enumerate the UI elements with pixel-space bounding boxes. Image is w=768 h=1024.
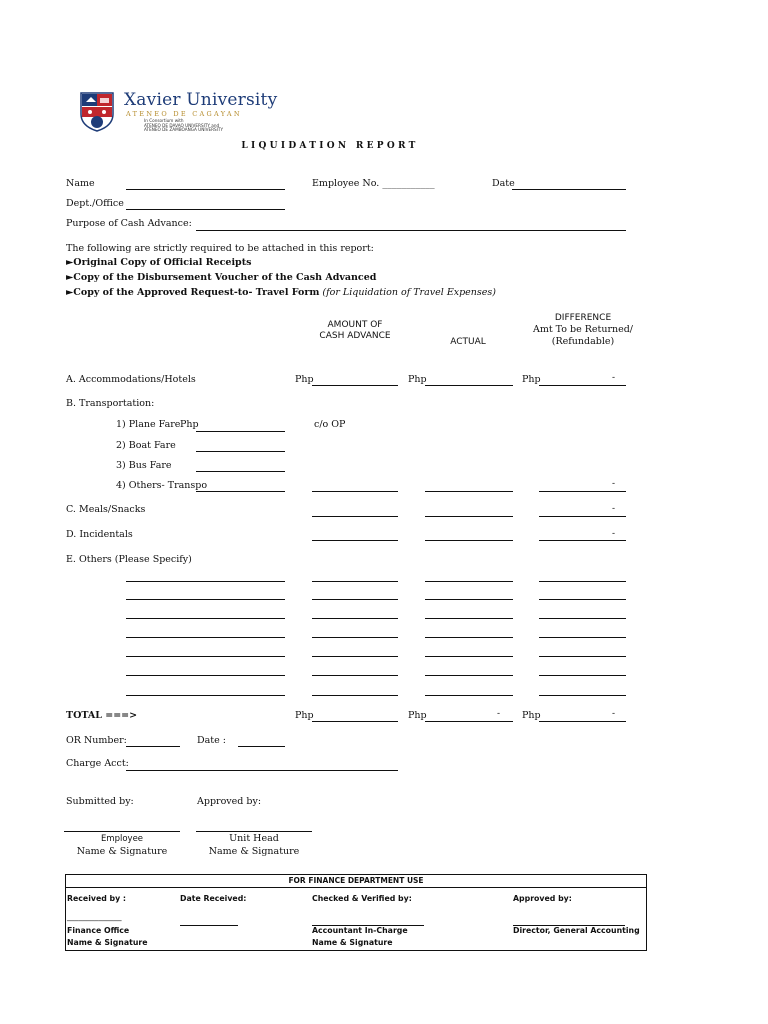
- amount-field[interactable]: [312, 491, 398, 492]
- total-amount-field[interactable]: [312, 721, 398, 722]
- column-header-actual: ACTUAL: [450, 337, 486, 347]
- bus-fare-label: 3) Bus Fare: [116, 460, 172, 471]
- actual-field[interactable]: [425, 675, 513, 676]
- currency-label: Php: [522, 710, 541, 721]
- dept-field[interactable]: [126, 209, 285, 210]
- dash-value: -: [612, 373, 616, 383]
- or-number-label: OR Number:: [66, 735, 127, 746]
- plane-fare-field[interactable]: [196, 431, 285, 432]
- name-label: Name: [66, 178, 95, 189]
- currency-label: Php: [295, 710, 314, 721]
- difference-field[interactable]: [539, 599, 626, 600]
- actual-field[interactable]: [425, 695, 513, 696]
- actual-field[interactable]: [425, 581, 513, 582]
- charge-acct-field[interactable]: [126, 770, 398, 771]
- finance-header: FOR FINANCE DEPARTMENT USE: [66, 875, 646, 888]
- specify-field[interactable]: [126, 581, 285, 582]
- finance-name-sig-label: Name & Signature: [67, 938, 148, 947]
- specify-field[interactable]: [126, 599, 285, 600]
- checked-verified-label: Checked & Verified by:: [312, 894, 412, 903]
- section-b-label: B. Transportation:: [66, 398, 155, 409]
- name-field[interactable]: [126, 189, 285, 190]
- difference-field[interactable]: [539, 637, 626, 638]
- approved-by-label: Approved by:: [197, 796, 262, 807]
- actual-field[interactable]: [425, 516, 513, 517]
- specify-field[interactable]: [126, 637, 285, 638]
- purpose-field[interactable]: [196, 230, 626, 231]
- actual-field[interactable]: [425, 656, 513, 657]
- amount-field[interactable]: [312, 581, 398, 582]
- accountant-label: Accountant In-Charge: [312, 926, 408, 935]
- dept-label: Dept./Office: [66, 198, 124, 209]
- amount-field[interactable]: [312, 599, 398, 600]
- column-header-difference: DIFFERENCE Amt To be Returned/ (Refundable): [532, 313, 634, 347]
- difference-field[interactable]: [539, 581, 626, 582]
- amount-field[interactable]: [312, 618, 398, 619]
- currency-label: Php: [295, 374, 314, 385]
- bus-fare-field[interactable]: [196, 471, 285, 472]
- actual-field[interactable]: [425, 637, 513, 638]
- employee-signature-line[interactable]: [64, 831, 180, 832]
- unit-head-signature-caption: Unit Head Name & Signature: [208, 833, 300, 857]
- logo-consortium: In Consortium with ATENEO DE DAVAO UNIVERSITY and ATENEO DE ZAMBOANGA UNIVERSITY: [144, 118, 224, 133]
- section-e-label: E. Others (Please Specify): [66, 554, 192, 565]
- section-d-label: D. Incidentals: [66, 529, 133, 540]
- employee-no-label[interactable]: Employee No. ___________: [312, 178, 435, 189]
- currency-label: Php: [408, 710, 427, 721]
- finance-approved-label: Approved by:: [513, 894, 572, 903]
- others-transpo-label: 4) Others- Transpo: [116, 480, 208, 491]
- date-received-label: Date Received:: [180, 894, 247, 903]
- date2-label: Date :: [197, 735, 226, 746]
- charge-acct-label: Charge Acct:: [66, 758, 129, 769]
- amount-field[interactable]: [312, 656, 398, 657]
- actual-field[interactable]: [425, 618, 513, 619]
- section-c-label: C. Meals/Snacks: [66, 504, 146, 515]
- amount-field[interactable]: [312, 385, 398, 386]
- requirement-item: ►Copy of the Disbursement Voucher of the Cash Advanced: [66, 272, 377, 283]
- university-crest-icon: [80, 92, 114, 132]
- actual-field[interactable]: [425, 599, 513, 600]
- date2-field[interactable]: [238, 746, 285, 747]
- specify-field[interactable]: [126, 675, 285, 676]
- accountant-name-sig-label: Name & Signature: [312, 938, 393, 947]
- finance-office-label: Finance Office: [67, 926, 130, 935]
- amount-field[interactable]: [312, 540, 398, 541]
- amount-field[interactable]: [312, 516, 398, 517]
- difference-field[interactable]: [539, 675, 626, 676]
- co-op-label: c/o OP: [314, 419, 346, 430]
- difference-field[interactable]: [539, 491, 626, 492]
- currency-label: Php: [522, 374, 541, 385]
- logo-subtitle: ATENEO DE CAGAYAN: [126, 110, 242, 118]
- dash-value: -: [612, 479, 616, 489]
- total-label: TOTAL ===>: [66, 710, 138, 721]
- difference-field[interactable]: [539, 618, 626, 619]
- date-received-field[interactable]: [180, 925, 238, 926]
- section-a-label: A. Accommodations/Hotels: [66, 374, 196, 385]
- column-header-amount: AMOUNT OF CASH ADVANCE: [319, 320, 391, 341]
- date-field[interactable]: [512, 189, 626, 190]
- currency-label: Php: [180, 419, 199, 430]
- requirements-intro: The following are strictly required to be attached in this report:: [66, 243, 374, 254]
- dash-value: -: [612, 504, 616, 514]
- difference-field[interactable]: [539, 695, 626, 696]
- difference-field[interactable]: [539, 516, 626, 517]
- dash-value: -: [497, 709, 501, 719]
- difference-field[interactable]: [539, 656, 626, 657]
- specify-field[interactable]: [126, 695, 285, 696]
- difference-field[interactable]: [539, 385, 626, 386]
- report-title: LIQUIDATION REPORT: [241, 141, 419, 151]
- boat-fare-field[interactable]: [196, 451, 285, 452]
- amount-field[interactable]: [312, 675, 398, 676]
- currency-label: Php: [408, 374, 427, 385]
- boat-fare-label: 2) Boat Fare: [116, 440, 176, 451]
- total-actual-field[interactable]: [425, 721, 513, 722]
- requirement-item: ►Copy of the Approved Request-to- Travel Form: [66, 287, 320, 298]
- plane-fare-label: 1) Plane Fare: [116, 419, 181, 430]
- requirement-item-3: [66, 287, 496, 298]
- actual-field[interactable]: [425, 540, 513, 541]
- amount-field[interactable]: [312, 637, 398, 638]
- dash-value: -: [612, 529, 616, 539]
- difference-field[interactable]: [539, 540, 626, 541]
- director-label: Director, General Accounting: [513, 926, 640, 935]
- amount-field[interactable]: [312, 695, 398, 696]
- requirement-item: ►Original Copy of Official Receipts: [66, 257, 252, 268]
- actual-field[interactable]: [425, 385, 513, 386]
- purpose-label: Purpose of Cash Advance:: [66, 218, 192, 229]
- total-difference-field[interactable]: [539, 721, 626, 722]
- finance-department-box: [65, 874, 647, 951]
- date-label: Date: [492, 178, 515, 189]
- dash-value: -: [612, 709, 616, 719]
- submitted-by-label: Submitted by:: [66, 796, 134, 807]
- logo-university-name: Xavier University: [124, 90, 278, 110]
- or-number-field[interactable]: [126, 746, 180, 747]
- specify-field[interactable]: [126, 618, 285, 619]
- received-by-label: Received by :: [67, 894, 127, 903]
- unit-head-signature-line[interactable]: [196, 831, 312, 832]
- employee-signature-caption: Employee Name & Signature: [76, 834, 168, 857]
- received-by-field[interactable]: ______________: [67, 912, 122, 921]
- specify-field[interactable]: [126, 656, 285, 657]
- others-transpo-field[interactable]: [196, 491, 285, 492]
- actual-field[interactable]: [425, 491, 513, 492]
- requirement-note: (for Liquidation of Travel Expenses): [322, 287, 497, 298]
